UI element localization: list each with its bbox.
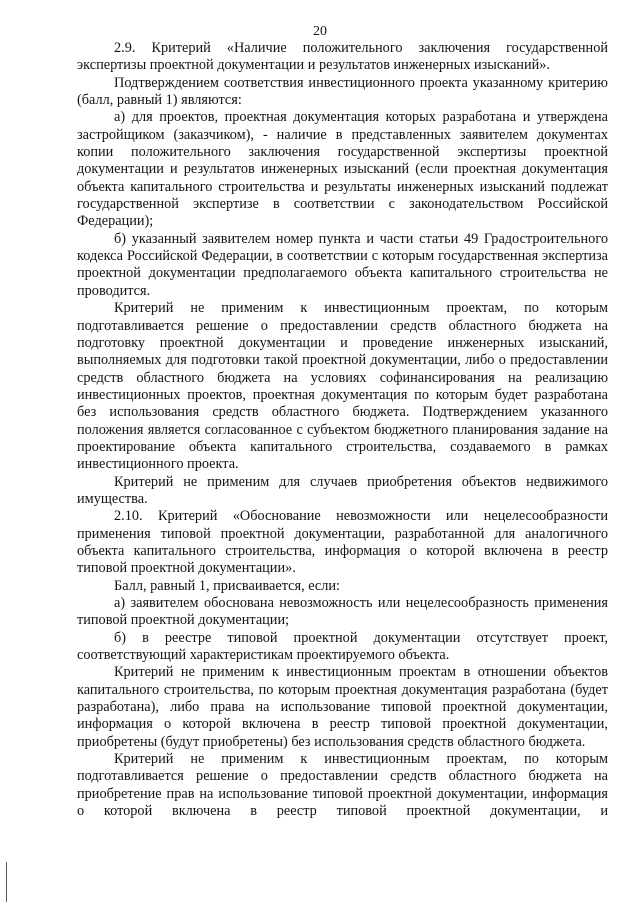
scan-edge-mark (6, 862, 7, 902)
paragraph-not-applicable-4: Критерий не применим к инвестиционным проектам, по которым подготавливается решение о предоставлении средств областного бюджета на приобретение прав на использование типовой проектной документации, информация о которой включена в реестр типовой проектной документации, и (77, 751, 608, 820)
page-number: 20 (313, 24, 327, 39)
paragraph-not-applicable-2: Критерий не применим для случаев приобретения объектов недвижимого имущества. (77, 473, 608, 507)
paragraph-item-a: а) для проектов, проектная документация которых разработана и утверждена застройщиком (заказчиком), - наличие в представленных заявителем документах копии положительного заключения государственной экспертизы проектной документации и результатов инженерных изысканий (если проектная документация объекта капитального строительства и результаты инженерных изысканий подлежат государственной экспертизе в соответствии с законодательством Российской Федерации); (77, 109, 608, 230)
document-body (77, 40, 608, 820)
paragraph-condition-a: а) заявителем обоснована невозможность или нецелесообразность применения типовой проектной документации; (77, 595, 608, 629)
paragraph-item-b: б) указанный заявителем номер пункта и части статьи 49 Градостроительного кодекса Российской Федерации, в соответствии с которым государственная экспертиза проектной документации предполагаемого объекта капитального строительства не проводится. (77, 230, 608, 299)
paragraph-score-condition: Балл, равный 1, присваивается, если: (114, 577, 341, 594)
paragraph-condition-b: б) в реестре типовой проектной документации отсутствует проект, соответствующий характеристикам проектируемого объекта. (77, 629, 608, 664)
paragraph-criterion-2-9-title: 2.9. Критерий «Наличие положительного заключения государственной экспертизы проектной документации и результатов инженерных изысканий». (77, 40, 608, 74)
paragraph-confirmation-intro: Подтверждением соответствия инвестиционного проекта указанному критерию (балл, равный 1) являются: (77, 74, 608, 109)
paragraph-not-applicable-1: Критерий не применим к инвестиционным проектам, по которым подготавливается решение о предоставлении средств областного бюджета на подготовку проектной документации и проведение инженерных изысканий, выполняемых для подготовки такой проектной документации, либо о предоставлении средств областного бюджета на условиях софинансирования на реализацию инвестиционных проектов, проектная документация по которым будет разработана без использования средств областного бюджета. Подтверждением указанного положения является согласованное с субъектом бюджетного планирования задание на проектирование объекта капитального строительства, создаваемого в рамках инвестиционного проекта. (77, 300, 608, 473)
paragraph-criterion-2-10-title: 2.10. Критерий «Обоснование невозможности или нецелесообразности применения типовой проектной документации, разработанной для аналогичного объекта капитального строительства, информация о которой включена в реестр типовой проектной документации». (77, 508, 608, 577)
paragraph-not-applicable-3: Критерий не применим к инвестиционным проектам в отношении объектов капитального строительства, по которым проектная документация разработана (будет разработана), либо права на использование типовой проектной документации, информация о которой включена в реестр типовой проектной документации, приобретены (будут приобретены) без использования средств областного бюджета. (77, 664, 608, 750)
